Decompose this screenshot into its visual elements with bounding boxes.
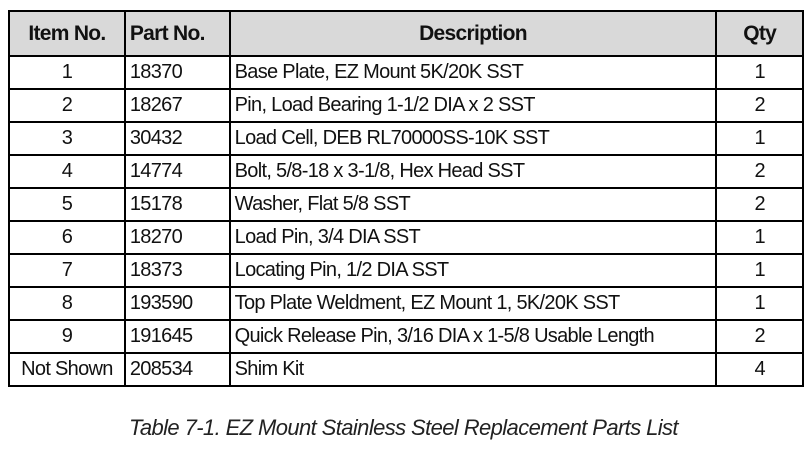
qty-cell: 4 xyxy=(716,353,803,386)
header-part-no: Part No. xyxy=(125,11,230,56)
table-row xyxy=(9,56,803,89)
description-cell: Washer, Flat 5/8 SST xyxy=(230,188,717,221)
qty-cell: 1 xyxy=(716,122,803,155)
item-no-cell: 2 xyxy=(9,89,125,122)
item-no-cell: 3 xyxy=(9,122,125,155)
part-no-cell: 14774 xyxy=(125,155,230,188)
part-no-cell: 18373 xyxy=(125,254,230,287)
qty-cell: 2 xyxy=(716,155,803,188)
item-no-cell: 1 xyxy=(9,56,125,89)
table-row xyxy=(9,122,803,155)
item-no-cell: 4 xyxy=(9,155,125,188)
table-row xyxy=(9,320,803,353)
header-description: Description xyxy=(230,11,717,56)
header-qty: Qty xyxy=(716,11,803,56)
table-row xyxy=(9,155,803,188)
description-cell: Load Cell, DEB RL70000SS-10K SST xyxy=(230,122,717,155)
description-cell: Base Plate, EZ Mount 5K/20K SST xyxy=(230,56,717,89)
table-row xyxy=(9,221,803,254)
item-no-cell: 8 xyxy=(9,287,125,320)
table-header-row xyxy=(9,11,803,56)
table-body xyxy=(9,56,803,386)
description-cell: Top Plate Weldment, EZ Mount 1, 5K/20K SST xyxy=(230,287,717,320)
part-no-cell: 208534 xyxy=(125,353,230,386)
qty-cell: 1 xyxy=(716,221,803,254)
item-no-cell: Not Shown xyxy=(9,353,125,386)
qty-cell: 1 xyxy=(716,254,803,287)
qty-cell: 2 xyxy=(716,188,803,221)
qty-cell: 2 xyxy=(716,320,803,353)
table-row xyxy=(9,89,803,122)
part-no-cell: 18270 xyxy=(125,221,230,254)
table-row xyxy=(9,254,803,287)
parts-list-table xyxy=(8,10,804,387)
item-no-cell: 6 xyxy=(9,221,125,254)
description-cell: Pin, Load Bearing 1-1/2 DIA x 2 SST xyxy=(230,89,717,122)
part-no-cell: 18370 xyxy=(125,56,230,89)
description-cell: Load Pin, 3/4 DIA SST xyxy=(230,221,717,254)
part-no-cell: 193590 xyxy=(125,287,230,320)
qty-cell: 1 xyxy=(716,56,803,89)
part-no-cell: 15178 xyxy=(125,188,230,221)
table-row xyxy=(9,287,803,320)
part-no-cell: 191645 xyxy=(125,320,230,353)
qty-cell: 1 xyxy=(716,287,803,320)
header-item-no: Item No. xyxy=(9,11,125,56)
description-cell: Quick Release Pin, 3/16 DIA x 1-5/8 Usable Length xyxy=(230,320,717,353)
description-cell: Bolt, 5/8-18 x 3-1/8, Hex Head SST xyxy=(230,155,717,188)
table-row xyxy=(9,353,803,386)
item-no-cell: 7 xyxy=(9,254,125,287)
item-no-cell: 5 xyxy=(9,188,125,221)
description-cell: Locating Pin, 1/2 DIA SST xyxy=(230,254,717,287)
part-no-cell: 30432 xyxy=(125,122,230,155)
qty-cell: 2 xyxy=(716,89,803,122)
description-cell: Shim Kit xyxy=(230,353,717,386)
table-row xyxy=(9,188,803,221)
part-no-cell: 18267 xyxy=(125,89,230,122)
item-no-cell: 9 xyxy=(9,320,125,353)
table-caption: Table 7-1. EZ Mount Stainless Steel Replacement Parts List xyxy=(129,415,678,440)
